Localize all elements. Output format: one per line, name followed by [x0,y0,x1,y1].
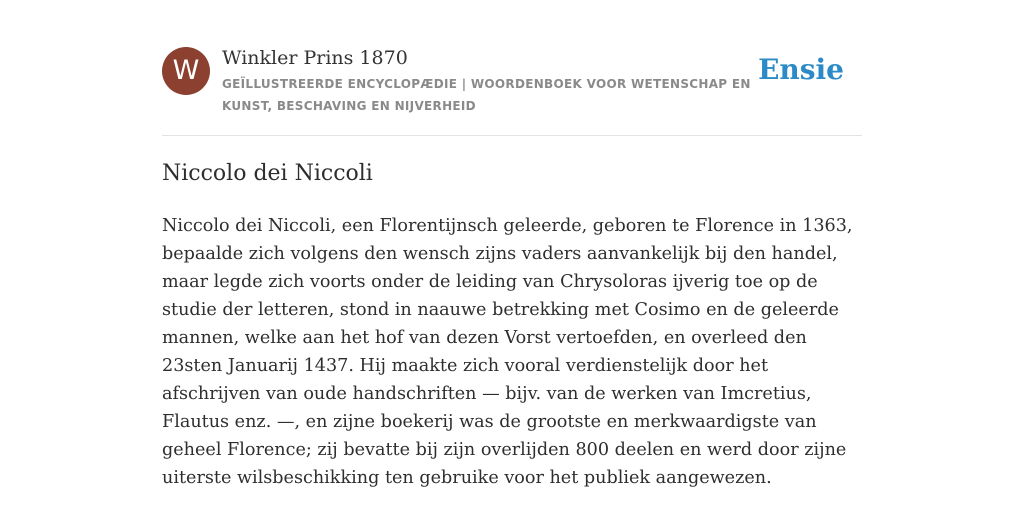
source-subtitle: GEÏLLUSTREERDE ENCYCLOPÆDIE | WOORDENBOEK VOOR WETENSCHAP EN KUNST, BESCHAVING EN NIJVERHEID [222,77,751,113]
entry-body: Niccolo dei Niccoli, een Florentijnsch geleerde, geboren te Florence in 1363, bepaalde zich volgens den wensch zijns vaders aanvankelijk bij den handel, maar legde zich voorts onder de leiding van Chrysoloras ijverig toe op de studie der letteren, stond in naauwe betrekking met Cosimo en de geleerde mannen, welke aan het hof van dezen Vorst vertoefden, en overleed den 23sten Januarij 1437. Hij maakte zich vooral verdienstelijk door het afschrijven van oude handschriften — bijv. van de werken van Imcretius, Flautus enz. —, en zijne boekerij was de grootste en merkwaardigste van geheel Florence; zij bevatte bij zijn overlijden 800 deelen en werd door zijne uiterste wilsbeschikking ten gebruike voor het publiek aangewezen. [162,216,853,488]
source-avatar[interactable]: W [162,47,210,95]
source-header [162,44,862,136]
source-title[interactable]: Winkler Prins 1870 [222,47,408,69]
ensie-logo-link[interactable]: Ensie [758,53,844,86]
entry-title: Niccolo dei Niccoli [162,161,373,186]
